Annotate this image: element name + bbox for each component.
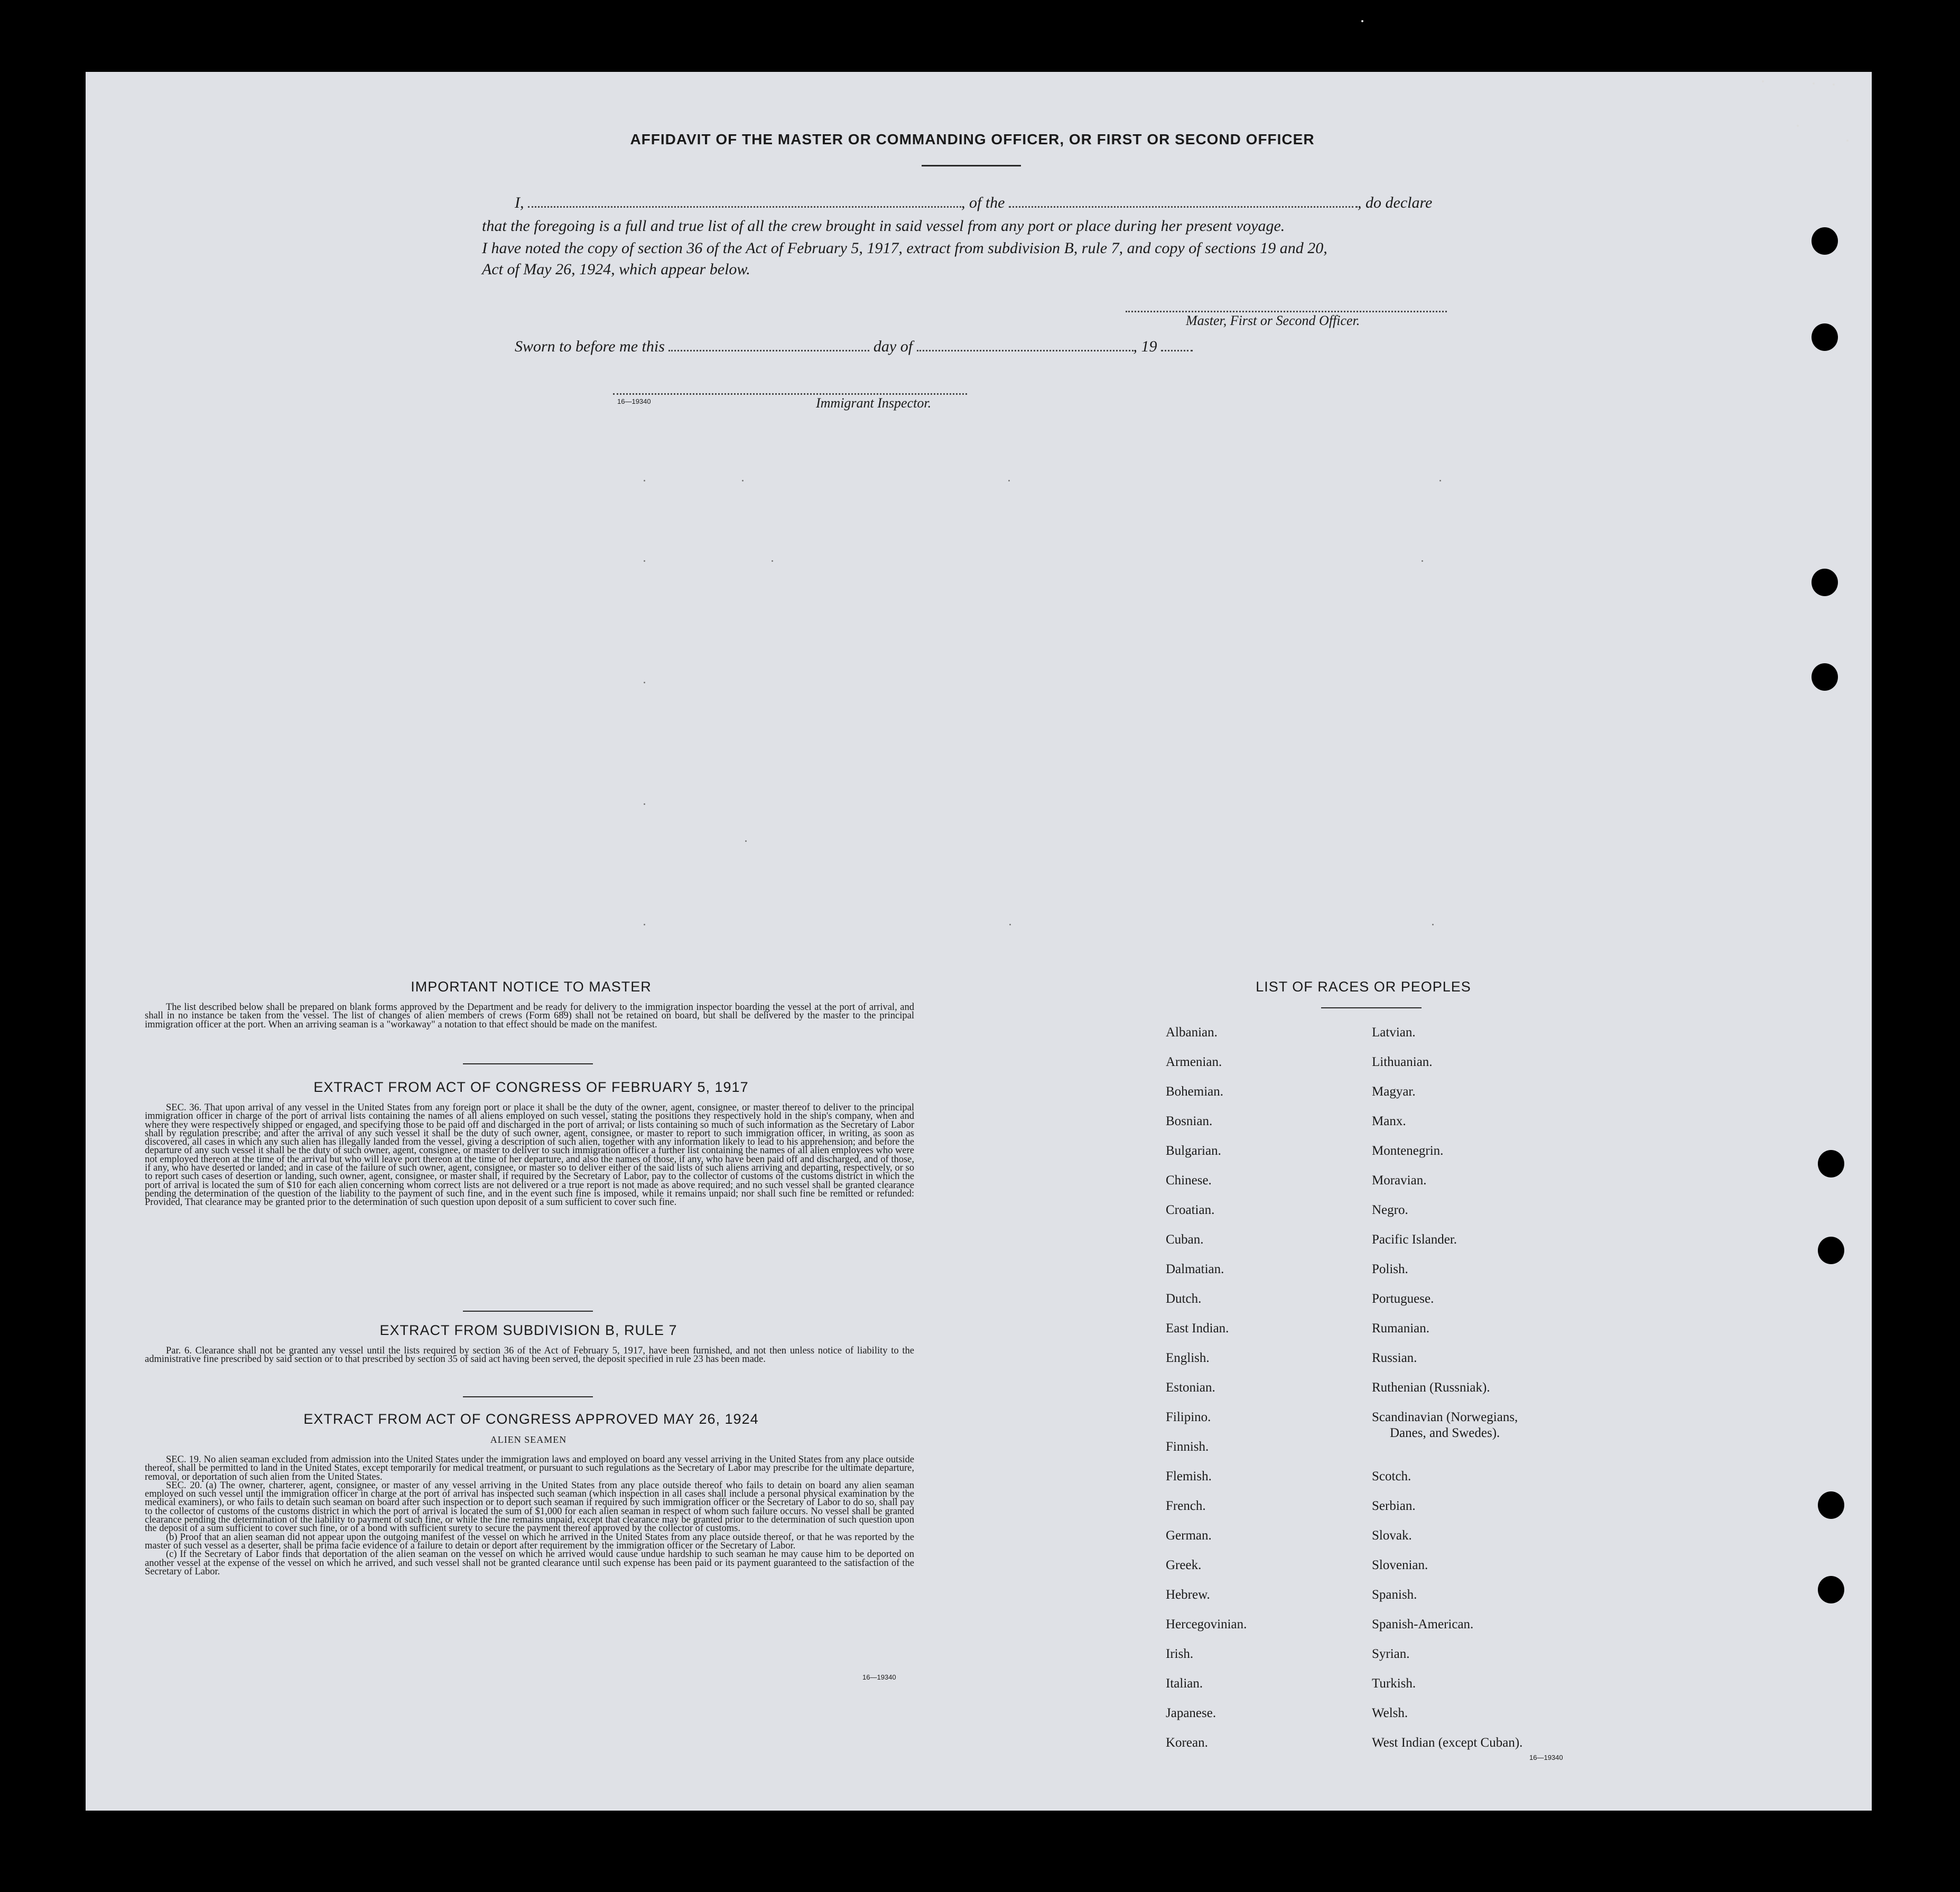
name-blank [528, 204, 961, 208]
scan-speck [1762, 80, 1764, 82]
race-item: Korean. [1166, 1736, 1208, 1750]
races-title-underline [1321, 1007, 1422, 1008]
race-item: Chinese. [1166, 1173, 1212, 1188]
affidavit-title: AFFIDAVIT OF THE MASTER OR COMMANDING OFFICER, OR FIRST OR SECOND OFFICER [630, 131, 1315, 147]
race-item: Flemish. [1166, 1469, 1212, 1483]
section-20c-paragraph: (c) If the Secretary of Labor finds that deportation of the alien seaman on the vessel on which he arrived would cause undue hardship to such seaman he may cause him to be deported on another vessel at the expense of the vessel on which he arrived, and such vessel shall not be granted clearance until such expense has been paid or its payment guaranteed to the satisfaction of the Secretary of Labor. [145, 1549, 914, 1577]
master-signature-line [1126, 309, 1447, 312]
notice-text [145, 1003, 914, 1029]
binder-hole [1812, 323, 1838, 351]
extract-1917-title: EXTRACT FROM ACT OF CONGRESS OF FEBRUARY 5, 1917 [313, 1079, 749, 1095]
race-item: Japanese. [1166, 1706, 1216, 1720]
races-right-column [1372, 1025, 1522, 1765]
race-item: Greek. [1166, 1558, 1202, 1572]
sworn-year: , 19 [1133, 338, 1157, 355]
binder-hole [1812, 663, 1838, 691]
declaration-i: I, [515, 194, 524, 211]
race-item: Bohemian. [1166, 1084, 1224, 1099]
binder-hole [1812, 227, 1838, 255]
form-number-top: 16—19340 [617, 397, 651, 405]
scan-speck [1833, 84, 1835, 86]
sworn-line [482, 336, 1470, 357]
section-19-paragraph: SEC. 19. No alien seaman excluded from admission into the United States under the immigration laws and employed on board any vessel arriving in the United States from any place outside thereof, shall be permitted to land in the United States, except temporarily for medical treatment, or pursuant to such regulations as the Secretary of Labor may prescribe for the ultimate departure, removal, or deportation of such alien from the United States. [145, 1454, 914, 1482]
race-item: West Indian (except Cuban). [1372, 1736, 1523, 1750]
scan-speck [1797, 125, 1799, 127]
extract-1917-text [145, 1103, 914, 1207]
race-item: Lithuanian. [1372, 1055, 1433, 1069]
race-item: Latvian. [1372, 1025, 1416, 1040]
inspector-signature-label: Immigrant Inspector. [816, 395, 932, 411]
race-item: Portuguese. [1372, 1292, 1434, 1306]
bleed-dot [644, 560, 645, 562]
race-item: Magyar. [1372, 1084, 1416, 1099]
section-divider [463, 1063, 593, 1064]
race-item: Bulgarian. [1166, 1144, 1221, 1158]
race-item: Montenegrin. [1372, 1144, 1444, 1158]
races-left-column [1166, 1025, 1247, 1765]
sworn-day-of: day of [873, 338, 913, 355]
race-item: East Indian. [1166, 1321, 1229, 1335]
race-item: Filipino. [1166, 1410, 1211, 1424]
extract-1924-title: EXTRACT FROM ACT OF CONGRESS APPROVED MAY 26, 1924 [303, 1411, 759, 1427]
race-item: Scandinavian (Norwegians, [1372, 1410, 1518, 1424]
race-item: Turkish. [1372, 1676, 1416, 1691]
race-item: Dutch. [1166, 1292, 1202, 1306]
binder-hole [1818, 1150, 1844, 1177]
bleed-dot [772, 560, 773, 562]
race-item: Hercegovinian. [1166, 1617, 1247, 1631]
binder-hole [1818, 1576, 1844, 1603]
race-item: Serbian. [1372, 1499, 1416, 1513]
race-item: Danes, and Swedes). [1390, 1426, 1500, 1440]
race-item: Finnish. [1166, 1440, 1209, 1454]
section-36-paragraph: SEC. 36. That upon arrival of any vessel in the United States from any foreign port or place it shall be the duty of the owner, agent, consignee, or master thereof to deliver to the principal immigration officer in charge of the port of arrival lists containing the names of all aliens employed on such vessel, stating the positions they respectively hold in the ship's company, when and where they were respectively shipped or engaged, and specifying those to be paid off and discharged in the port of arrival; or lists containing so much of such information as the Secretary of Labor shall by regulation prescribe; and after the arrival of any such vessel it shall be the duty of such owner, agent, consignee, or master to report to such immigration officer, in writing, as soon as discovered, all cases in which any such alien has illegally landed from the vessel, giving a description of such alien, together with any information likely to lead to his apprehension; and before the departure of any such vessel it shall be the duty of such owner, agent, consignee, or master to deliver to such immigration officer a further list containing the names of all alien employees who were not employed thereon at the time of the arrival but who will leave port thereon at the time of her departure, and also the names of those, if any, who have been paid off and discharged, and of those, if any, who have deserted or landed; and in case of the failure of such owner, agent, consignee, or master so to deliver either of the said lists of such aliens arriving and departing, respectively, or so to report such cases of desertion or landing, such owner, agent, consignee, or master shall, if required by the Secretary of Labor, pay to the collector of customs of the customs district in which the port of arrival is located the sum of $10 for each alien concerning whom correct lists are not delivered or a true report is not made as above required; and no such vessel shall be granted clearance pending the determination of the question of the liability to the payment of such fine, and in the event such fine is imposed, while it remains unpaid; nor shall such fine be remitted or refunded: Provided, That clearance may be granted prior to the determination of such question upon deposit of a sum sufficient to cover such fine. [145, 1102, 914, 1208]
binder-hole [1812, 569, 1838, 596]
race-item: German. [1166, 1528, 1212, 1543]
race-item: Rumanian. [1372, 1321, 1430, 1335]
section-divider [463, 1311, 593, 1312]
race-item: French. [1166, 1499, 1206, 1513]
race-item: Dalmatian. [1166, 1262, 1224, 1276]
bleed-dot [1422, 560, 1423, 562]
master-signature-label: Master, First or Second Officer. [1186, 313, 1360, 328]
race-item: Croatian. [1166, 1203, 1215, 1217]
bleed-dot [745, 840, 747, 842]
bleed-dot [644, 803, 645, 805]
inspector-signature-line [613, 391, 967, 395]
race-item: Bosnian. [1166, 1114, 1213, 1128]
race-item: Polish. [1372, 1262, 1408, 1276]
notice-title: IMPORTANT NOTICE TO MASTER [411, 979, 652, 995]
declaration-line-2: that the foregoing is a full and true list of all the crew brought in said vessel from any port or place during her present voyage. [482, 217, 1285, 235]
section-20b-paragraph: (b) Proof that an alien seaman did not appear upon the outgoing manifest of the vessel on which he arrived in the United States from any place outside thereof, or that he was reported by the master of such vessel as a deserter, shall be prima facie evidence of a failure to detain or deport after requirement by the immigration officer or the Secretary of Labor. [145, 1532, 914, 1551]
bleed-dot [1432, 924, 1434, 925]
declaration-line-3: I have noted the copy of section 36 of the Act of February 5, 1917, extract from subdivision B, rule 7, and copy of sections 19 and 20, [482, 239, 1327, 257]
scan-speck [1813, 82, 1815, 85]
race-item: Slovak. [1372, 1528, 1412, 1543]
section-divider [463, 1396, 593, 1397]
race-item: Scotch. [1372, 1469, 1411, 1483]
race-item: Ruthenian (Russniak). [1372, 1380, 1490, 1395]
extract-rule7-title: EXTRACT FROM SUBDIVISION B, RULE 7 [379, 1322, 677, 1338]
race-item: Slovenian. [1372, 1558, 1428, 1572]
sworn-text: Sworn to before me this [515, 338, 665, 355]
race-item: Hebrew. [1166, 1588, 1210, 1602]
race-item: Spanish-American. [1372, 1617, 1474, 1631]
race-item: Armenian. [1166, 1055, 1222, 1069]
declaration-declare: , do declare [1358, 194, 1433, 211]
race-item: Irish. [1166, 1647, 1194, 1661]
paragraph-6: Par. 6. Clearance shall not be granted any vessel until the lists required by section 36 of the Act of February 5, 1917, have been furnished, and not then unless notice of liability to the administrative fine prescribed by said section or to that prescribed by section 35 of said act having been served, the deposit specified in rule 23 has been made. [145, 1346, 914, 1365]
declaration-line-1 [482, 192, 1470, 214]
race-item: English. [1166, 1351, 1210, 1365]
extract-rule7-text [145, 1347, 914, 1364]
race-item: Moravian. [1372, 1173, 1427, 1188]
race-item: Spanish. [1372, 1588, 1417, 1602]
binder-hole [1818, 1237, 1844, 1264]
vessel-blank [1009, 204, 1358, 208]
bleed-dot [1439, 480, 1441, 481]
race-item: Estonian. [1166, 1380, 1215, 1395]
race-item: Cuban. [1166, 1232, 1204, 1247]
binder-hole [1818, 1491, 1844, 1519]
form-number-bottom-right: 16—19340 [1529, 1754, 1563, 1761]
bleed-dot [644, 682, 645, 683]
alien-seamen-subtitle: ALIEN SEAMEN [490, 1434, 567, 1445]
race-item: Negro. [1372, 1203, 1408, 1217]
race-item: Welsh. [1372, 1706, 1408, 1720]
sworn-day-blank [668, 348, 869, 351]
race-item: Albanian. [1166, 1025, 1218, 1040]
bleed-dot [1009, 924, 1011, 925]
declaration-line-4: Act of May 26, 1924, which appear below. [482, 261, 750, 278]
race-item: Syrian. [1372, 1647, 1410, 1661]
bleed-dot [644, 924, 645, 925]
race-item: Manx. [1372, 1114, 1406, 1128]
section-20a-paragraph: SEC. 20. (a) The owner, charterer, agent, consignee, or master of any vessel arriving in the United States from any place outside thereof who fails to detain on board any alien seaman employed on such vessel until the immigration officer in charge at the port of arrival has inspected such seaman (which inspection in all cases shall include a personal physical examination by the medical examiners), or who fails to detain such seaman on board after such inspection or to deport such seaman if required by such immigration officer or the Secretary of Labor to do so, shall pay to the collector of customs of the customs district in which the port of arrival is located the sum of $1,000 for each alien seaman in respect of whom such failure occurs. No vessel shall be granted clearance pending the determination of the liability to payment of such fine, or while the fine remains unpaid, except that clearance may be granted prior to the determination of such question upon the deposit of a sum sufficient to cover such fine, or of a bond with sufficient surety to secure the payment thereof approved by the collector of customs. [145, 1480, 914, 1534]
race-item: Pacific Islander. [1372, 1232, 1457, 1247]
race-item: Russian. [1372, 1351, 1417, 1365]
bleed-dot [1008, 480, 1010, 481]
extract-1924-text [145, 1455, 914, 1576]
bleed-dot [742, 480, 744, 481]
notice-paragraph: The list described below shall be prepared on blank forms approved by the Department and be ready for delivery to the immigration inspector boarding the vessel at the port of arrival, and shall in no instance be taken from the vessel. The list of changes of alien members of crews (Form 689) shall not be retained on board, but shall be delivered by the master to the principal immigration officer at the port. When an arriving seaman is a "workaway" a notation to that effect should be made on the manifest. [145, 1002, 914, 1030]
title-underline [922, 165, 1021, 166]
race-item: Italian. [1166, 1676, 1203, 1691]
scan-speck [1846, 140, 1848, 142]
scan-speck [1361, 20, 1363, 22]
declaration-of: , of the [961, 194, 1005, 211]
sworn-month-blank [917, 348, 1134, 351]
form-number-bottom-left: 16—19340 [862, 1673, 896, 1681]
sworn-year-blank [1161, 348, 1193, 351]
bleed-dot [644, 480, 645, 481]
races-title: LIST OF RACES OR PEOPLES [1256, 979, 1471, 995]
